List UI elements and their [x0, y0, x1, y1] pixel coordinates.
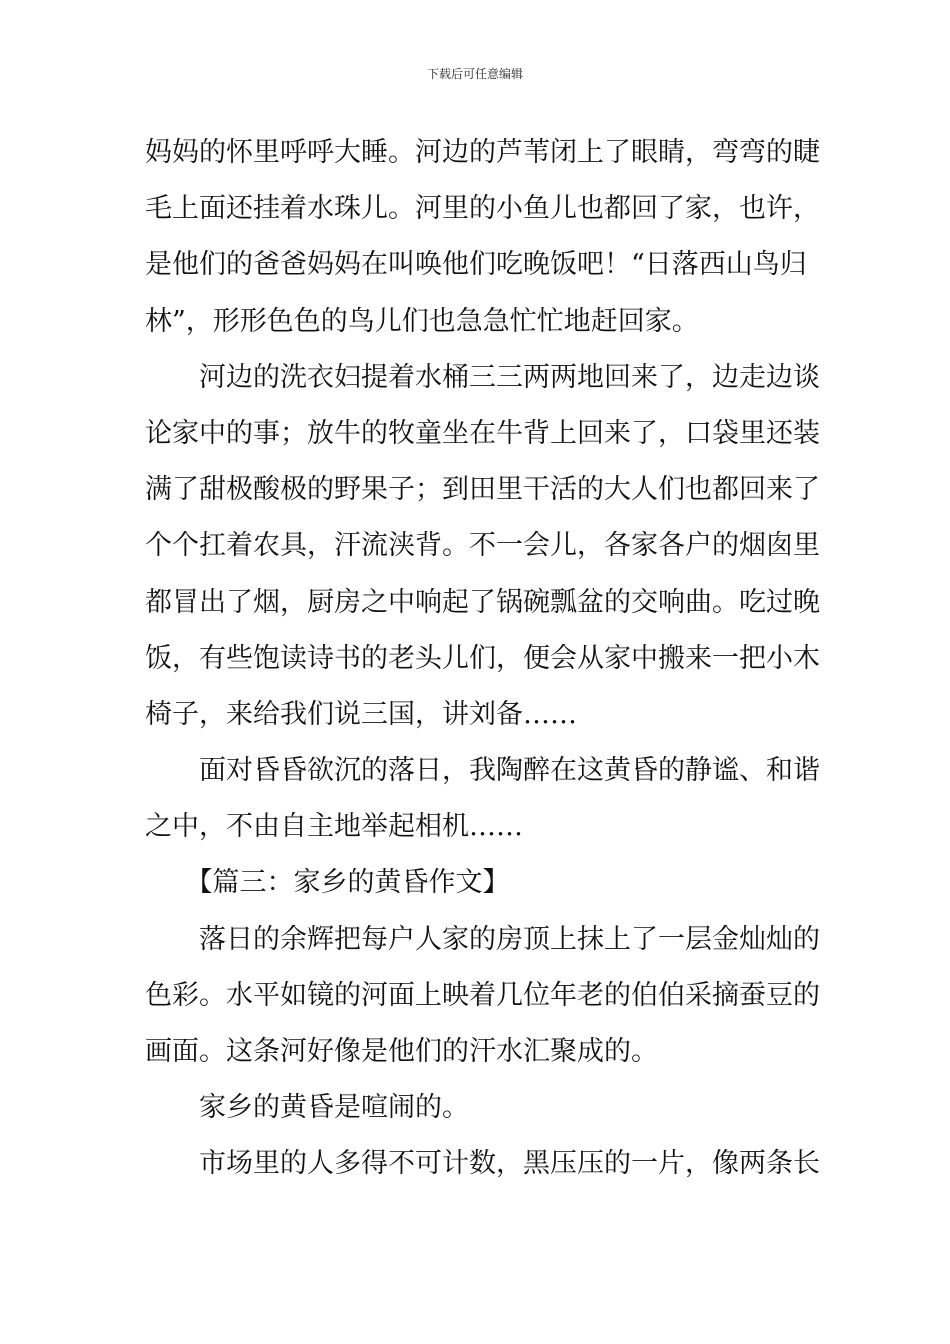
text-line: 家乡的黄昏是喧闹的。: [145, 1092, 469, 1124]
text-line: 色彩。水平如镜的河面上映着几位年老的伯伯采摘蚕豆的: [145, 979, 820, 1011]
text-line: 毛上面还挂着水珠儿。河里的小鱼儿也都回了家，也许，: [145, 193, 820, 225]
text-line: 妈妈的怀里呼呼大睡。河边的芦苇闭上了眼睛，弯弯的睫: [145, 137, 820, 168]
text-line: 画面。这条河好像是他们的汗水汇聚成的。: [145, 1036, 658, 1067]
text-line: 论家中的事；放牛的牧童坐在牛背上回来了，口袋里还装: [145, 417, 820, 449]
text-line: 饭，有些饱读诗书的老头儿们，便会从家中搬来一把小木: [145, 642, 820, 674]
text-line: 个个扛着农具，汗流浃背。不一会儿，各家各户的烟囱里: [145, 530, 820, 562]
text-line: 落日的余辉把每户人家的房顶上抹上了一层金灿灿的: [145, 923, 820, 955]
text-line: 面对昏昏欲沉的落日，我陶醉在这黄昏的静谧、和谐: [145, 755, 820, 787]
section-heading: 【篇三：家乡的黄昏作文】: [145, 867, 510, 899]
text-line: 河边的洗衣妇提着水桶三三两两地回来了，边走边谈: [145, 361, 820, 393]
text-line: 满了甜极酸极的野果子；到田里干活的大人们也都回来了: [145, 474, 820, 506]
text-line: 都冒出了烟，厨房之中响起了锅碗瓢盆的交响曲。吃过晚: [145, 586, 820, 618]
text-line: 是他们的爸爸妈妈在叫唤他们吃晚饭吧！“日落西山鸟归: [145, 249, 807, 281]
document-body: [145, 125, 820, 1193]
text-line: 林”，形形色色的鸟儿们也急急忙忙地赶回家。: [145, 305, 699, 337]
text-line: 椅子，来给我们说三国，讲刘备……: [145, 698, 577, 730]
page-header: 下载后可任意编辑: [426, 67, 523, 81]
text-line: 之中，不由自主地举起相机……: [145, 811, 523, 843]
text-line: 市场里的人多得不可计数，黑压压的一片，像两条长: [145, 1148, 820, 1180]
